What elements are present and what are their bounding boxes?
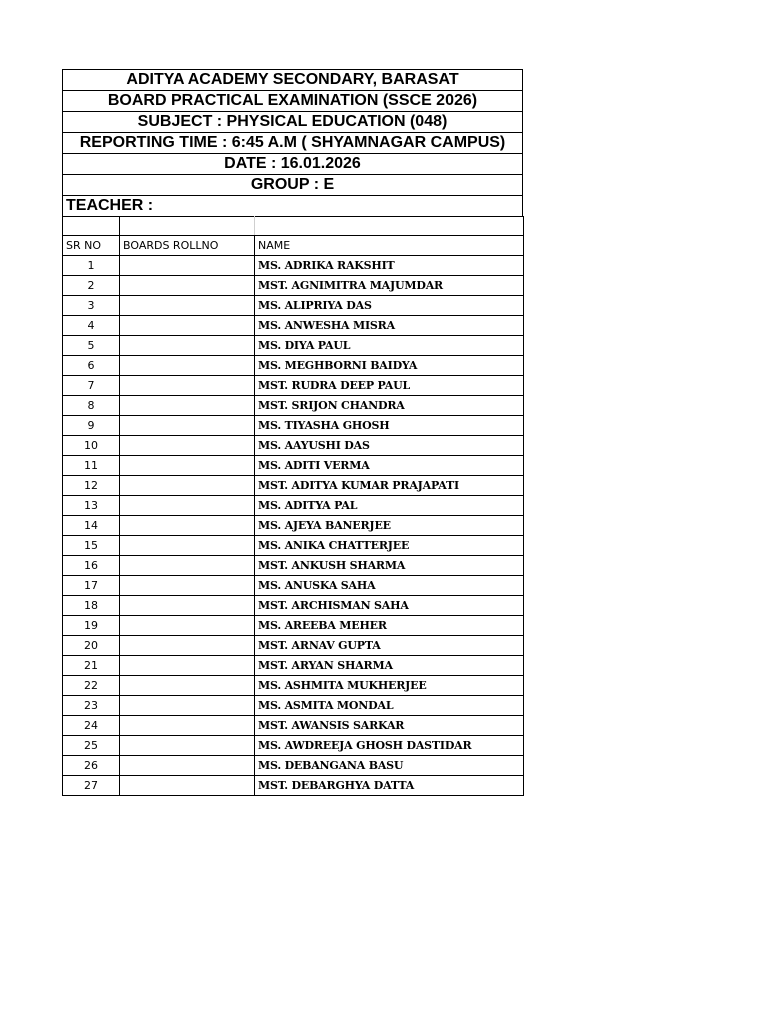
name-cell: MS. DEBANGANA BASU (255, 756, 524, 776)
table-row (63, 256, 524, 276)
table-row (63, 656, 524, 676)
sr-no-cell: 1 (63, 256, 120, 276)
table-row (63, 516, 524, 536)
name-cell: MST. AWANSIS SARKAR (255, 716, 524, 736)
table-row (63, 596, 524, 616)
name-cell: MS. ALIPRIYA DAS (255, 296, 524, 316)
name-cell: MST. ADITYA KUMAR PRAJAPATI (255, 476, 524, 496)
table-row (63, 776, 524, 796)
roll-no-cell (120, 576, 255, 596)
name-cell: MS. AWDREEJA GHOSH DASTIDAR (255, 736, 524, 756)
table-row (63, 276, 524, 296)
roll-no-cell (120, 256, 255, 276)
roll-no-cell (120, 596, 255, 616)
column-header-row (63, 236, 524, 256)
subject-line: SUBJECT : PHYSICAL EDUCATION (048) (62, 111, 523, 132)
table-row (63, 676, 524, 696)
name-cell: MS. DIYA PAUL (255, 336, 524, 356)
sr-no-cell: 9 (63, 416, 120, 436)
sr-no-cell: 13 (63, 496, 120, 516)
sr-no-cell: 19 (63, 616, 120, 636)
sr-no-cell: 2 (63, 276, 120, 296)
exam-title: BOARD PRACTICAL EXAMINATION (SSCE 2026) (62, 90, 523, 111)
table-row (63, 316, 524, 336)
table-row (63, 456, 524, 476)
sr-no-cell: 15 (63, 536, 120, 556)
blank-row (63, 217, 524, 236)
sr-no-cell: 24 (63, 716, 120, 736)
name-cell: MST. ARNAV GUPTA (255, 636, 524, 656)
roll-no-cell (120, 356, 255, 376)
col-header-roll-no: BOARDS ROLLNO (120, 236, 255, 256)
sr-no-cell: 8 (63, 396, 120, 416)
roll-no-cell (120, 456, 255, 476)
reporting-time: REPORTING TIME : 6:45 A.M ( SHYAMNAGAR CAMPUS) (62, 132, 523, 153)
name-cell: MS. ASMITA MONDAL (255, 696, 524, 716)
blank-cell (255, 217, 524, 236)
table-row (63, 376, 524, 396)
table-row (63, 556, 524, 576)
roll-no-cell (120, 416, 255, 436)
table-row (63, 396, 524, 416)
name-cell: MS. ADRIKA RAKSHIT (255, 256, 524, 276)
student-table (62, 216, 524, 796)
name-cell: MS. AAYUSHI DAS (255, 436, 524, 456)
table-row (63, 436, 524, 456)
table-row (63, 496, 524, 516)
sr-no-cell: 21 (63, 656, 120, 676)
name-cell: MST. DEBARGHYA DATTA (255, 776, 524, 796)
roll-no-cell (120, 716, 255, 736)
name-cell: MS. ADITYA PAL (255, 496, 524, 516)
table-row (63, 696, 524, 716)
name-cell: MS. ANWESHA MISRA (255, 316, 524, 336)
name-cell: MS. AJEYA BANERJEE (255, 516, 524, 536)
roll-no-cell (120, 756, 255, 776)
roll-no-cell (120, 676, 255, 696)
name-cell: MST. ARCHISMAN SAHA (255, 596, 524, 616)
name-cell: MST. ANKUSH SHARMA (255, 556, 524, 576)
teacher-label: TEACHER : (62, 195, 523, 216)
sr-no-cell: 25 (63, 736, 120, 756)
roll-no-cell (120, 696, 255, 716)
sr-no-cell: 7 (63, 376, 120, 396)
name-cell: MS. ADITI VERMA (255, 456, 524, 476)
roll-no-cell (120, 656, 255, 676)
roll-no-cell (120, 516, 255, 536)
roll-no-cell (120, 316, 255, 336)
group-label: GROUP : E (62, 174, 523, 195)
sr-no-cell: 6 (63, 356, 120, 376)
table-row (63, 616, 524, 636)
sr-no-cell: 22 (63, 676, 120, 696)
roll-no-cell (120, 736, 255, 756)
roll-no-cell (120, 776, 255, 796)
roll-no-cell (120, 476, 255, 496)
name-cell: MST. RUDRA DEEP PAUL (255, 376, 524, 396)
roll-no-cell (120, 296, 255, 316)
table-row (63, 336, 524, 356)
roll-no-cell (120, 276, 255, 296)
sr-no-cell: 17 (63, 576, 120, 596)
table-row (63, 296, 524, 316)
sr-no-cell: 3 (63, 296, 120, 316)
sr-no-cell: 26 (63, 756, 120, 776)
sr-no-cell: 14 (63, 516, 120, 536)
name-cell: MS. MEGHBORNI BAIDYA (255, 356, 524, 376)
name-cell: MS. AREEBA MEHER (255, 616, 524, 636)
roll-no-cell (120, 536, 255, 556)
school-name: ADITYA ACADEMY SECONDARY, BARASAT (62, 69, 523, 90)
table-row (63, 756, 524, 776)
sr-no-cell: 10 (63, 436, 120, 456)
roll-no-cell (120, 336, 255, 356)
sr-no-cell: 20 (63, 636, 120, 656)
sr-no-cell: 11 (63, 456, 120, 476)
table-row (63, 576, 524, 596)
table-row (63, 716, 524, 736)
roll-no-cell (120, 556, 255, 576)
name-cell: MS. ASHMITA MUKHERJEE (255, 676, 524, 696)
blank-cell (120, 217, 255, 236)
name-cell: MS. ANUSKA SAHA (255, 576, 524, 596)
col-header-name: NAME (255, 236, 524, 256)
sr-no-cell: 5 (63, 336, 120, 356)
roll-no-cell (120, 436, 255, 456)
table-row (63, 536, 524, 556)
sr-no-cell: 4 (63, 316, 120, 336)
name-cell: MST. AGNIMITRA MAJUMDAR (255, 276, 524, 296)
sr-no-cell: 12 (63, 476, 120, 496)
table-row (63, 476, 524, 496)
sr-no-cell: 23 (63, 696, 120, 716)
roll-no-cell (120, 396, 255, 416)
table-row (63, 736, 524, 756)
sr-no-cell: 18 (63, 596, 120, 616)
name-cell: MST. SRIJON CHANDRA (255, 396, 524, 416)
sr-no-cell: 16 (63, 556, 120, 576)
exam-date: DATE : 16.01.2026 (62, 153, 523, 174)
table-row (63, 416, 524, 436)
name-cell: MS. TIYASHA GHOSH (255, 416, 524, 436)
table-row (63, 636, 524, 656)
blank-cell (63, 217, 120, 236)
roll-no-cell (120, 616, 255, 636)
roll-no-cell (120, 496, 255, 516)
table-row (63, 356, 524, 376)
name-cell: MS. ANIKA CHATTERJEE (255, 536, 524, 556)
sr-no-cell: 27 (63, 776, 120, 796)
roll-no-cell (120, 636, 255, 656)
name-cell: MST. ARYAN SHARMA (255, 656, 524, 676)
col-header-sr-no: SR NO (63, 236, 120, 256)
roll-no-cell (120, 376, 255, 396)
exam-roster-sheet (62, 69, 523, 796)
